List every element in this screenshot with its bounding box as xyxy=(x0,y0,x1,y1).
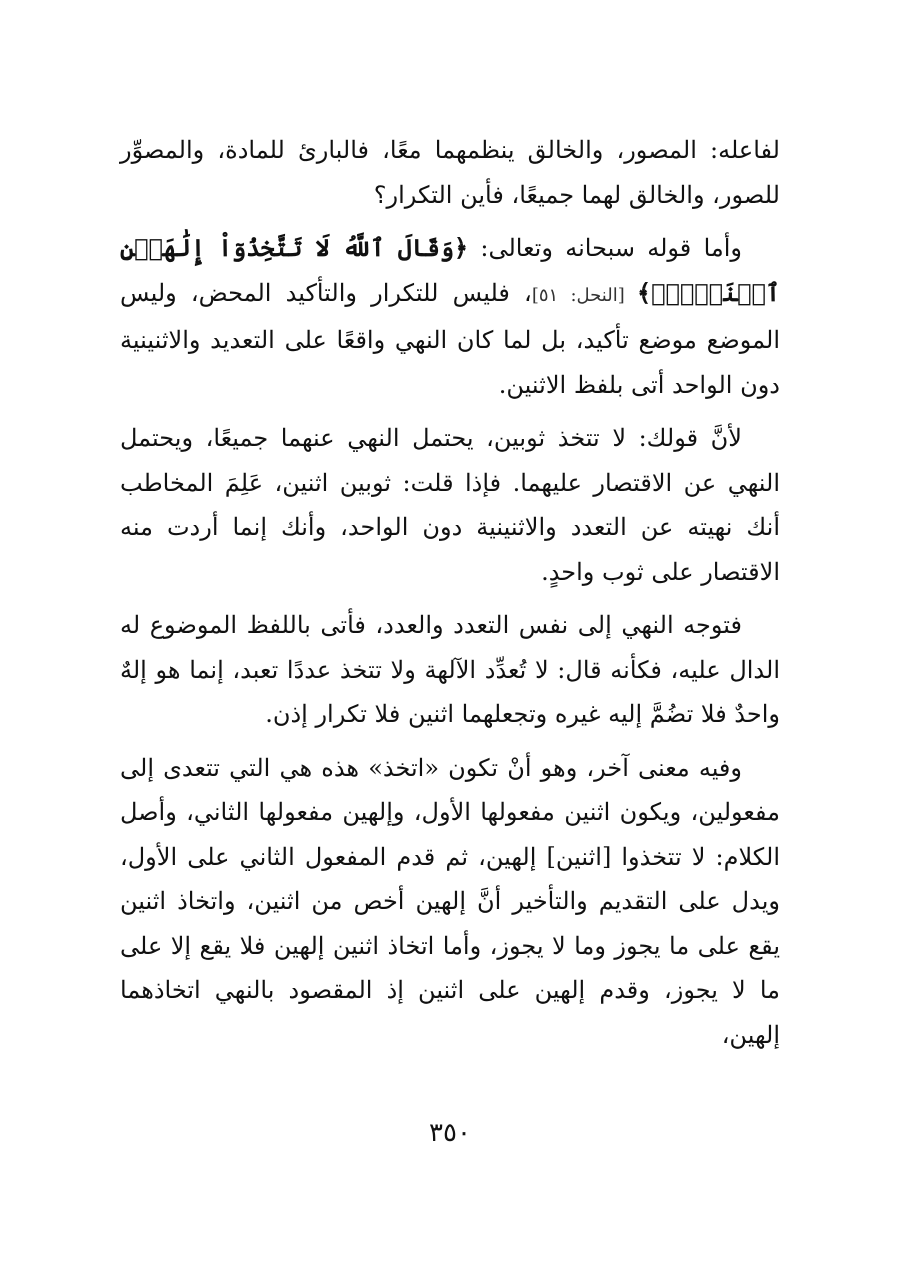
paragraph-1: لفاعله: المصور، والخالق ينظمهما معًا، فالبارئ للمادة، والمصوِّر للصور، والخالق لهما جميعًا، فأين التكرار؟ xyxy=(120,136,780,209)
paragraph-4: فتوجه النهي إلى نفس التعدد والعدد، فأتى باللفظ الموضوع له الدال عليه، فكأنه قال: لا تُعدِّد الآلهة ولا تتخذ عددًا تعبد، إنما هو إلهٌ واحدٌ فلا تضُمَّ إليه غيره وتجعلهما اثنين فلا تكرار إذن. xyxy=(120,611,780,728)
paragraph-2 xyxy=(120,226,780,407)
page-number: ٣٥٠ xyxy=(429,1118,471,1148)
verse-citation: [النحل: ٥١] xyxy=(531,284,637,306)
paragraph-5: وفيه معنى آخر، وهو أنْ تكون «اتخذ» هذه هي التي تتعدى إلى مفعولين، ويكون اثنين مفعولها الأول، وإلهين مفعولها الثاني، وأصل الكلام: لا تتخذوا [اثنين] إلهين، ثم قدم المفعول الثاني على الأول، ويدل على التقديم والتأخير أنَّ إلهين أخص من اثنين، واتخاذ اثنين يقع على ما يجوز وما لا يجوز، وأما اتخاذ اثنين إلهين فلا يقع إلا على ما لا يجوز، وقدم إلهين على اثنين إذ المقصود بالنهي اتخاذهما إلهين، xyxy=(120,753,780,1049)
paragraph-3: لأنَّ قولك: لا تتخذ ثوبين، يحتمل النهي عنهما جميعًا، ويحتمل النهي عن الاقتصار عليهما. فإذا قلت: ثوبين اثنين، عَلِمَ المخاطب أنك نهيته عن التعدد والاثنينية دون الواحد، وأنك إنما أردت منه الاقتصار على ثوب واحدٍ. xyxy=(120,424,780,586)
paragraph-2-rest: ، فليس للتكرار والتأكيد المحض، وليس الموضع موضع تأكيد، بل لما كان النهي واقعًا على التعديد والاثنينية دون الواحد أتى بلفظ الاثنين. xyxy=(120,278,780,399)
paragraph-2-lead: وأما قوله سبحانه وتعالى: xyxy=(468,234,742,262)
quran-verse: ﴿وَقَالَ ٱللَّهُ لَا تَتَّخِذُوٓاْ إِلَٰهَيۡنِ ٱثۡنَيۡنِۖ﴾ xyxy=(120,233,781,307)
page-body xyxy=(120,128,780,1066)
